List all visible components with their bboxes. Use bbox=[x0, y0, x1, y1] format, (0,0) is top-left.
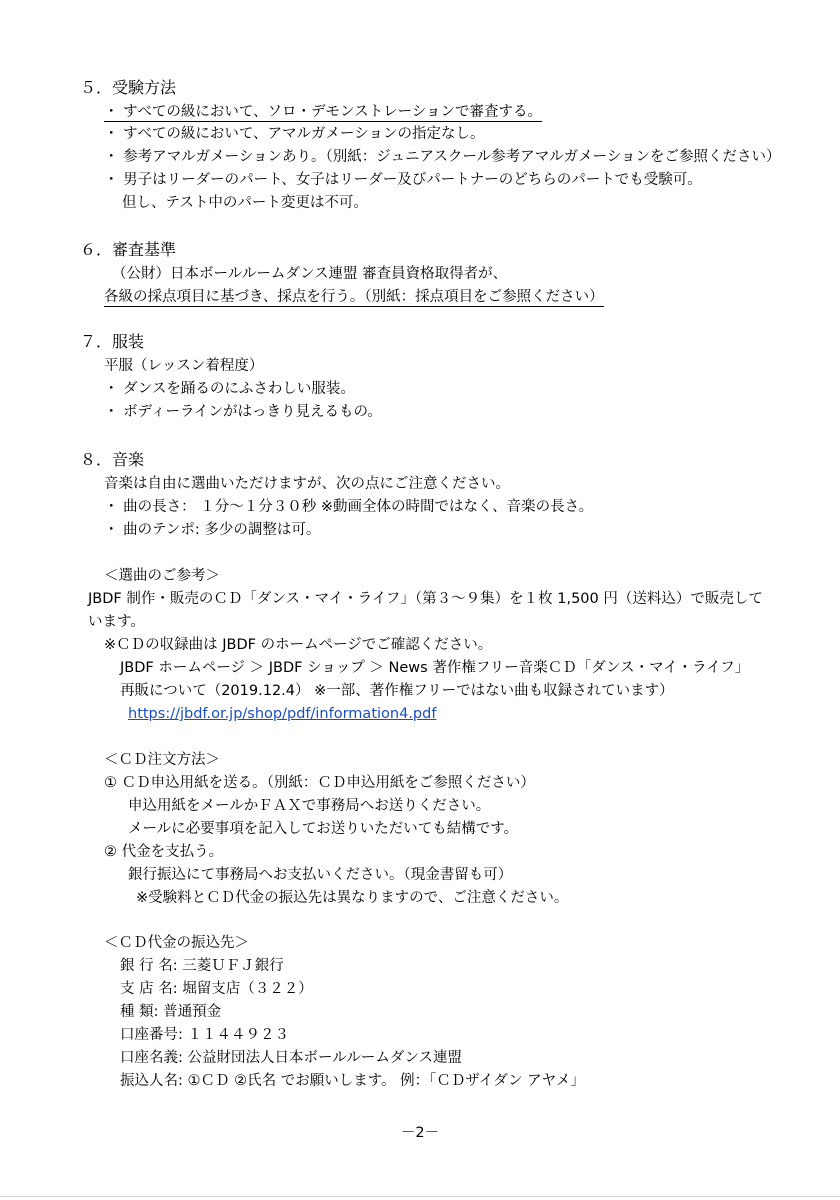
bank-title: ＜ＣＤ代金の振込先＞ bbox=[104, 935, 249, 951]
reference-line-5: 再販について（2019.12.4） ※一部、著作権フリーではない曲も収録されています） bbox=[120, 683, 674, 699]
bank-row-account-number: 口座番号: １１４４９２３ bbox=[120, 1027, 289, 1043]
section-5-bullet-4-cont: 但し、テスト中のパート変更は不可。 bbox=[122, 195, 368, 211]
section-8-line-1: 音楽は自由に選曲いただけますが、次の点にご注意ください。 bbox=[104, 476, 510, 492]
order-step-2-detail-b: ※受験料とＣＤ代金の振込先は異なりますので、ご注意ください。 bbox=[136, 890, 569, 906]
reference-title: ＜選曲のご参考＞ bbox=[104, 568, 220, 584]
section-6-heading: ６．審査基準 bbox=[80, 240, 177, 259]
section-5-bullet-4: ・ 男子はリーダーのパート、女子はリーダー及びパートナーのどちらのパートでも受験可。 bbox=[104, 172, 702, 188]
reference-line-3: ※ＣＤの収録曲は JBDF のホームページでご確認ください。 bbox=[104, 637, 493, 653]
section-7-bullet-2: ・ ボディーラインがはっきり見えるもの。 bbox=[104, 404, 382, 420]
reference-line-2: います。 bbox=[88, 614, 145, 630]
section-5-bullet-3: ・ 参考アマルガメーションあり。（別紙：ジュニアスクール参考アマルガメーションをご参照ください） bbox=[104, 149, 781, 165]
section-8-heading: ８．音楽 bbox=[80, 450, 145, 469]
reference-link[interactable]: https://jbdf.or.jp/shop/pdf/information4.pdf bbox=[128, 706, 437, 722]
section-8-bullet-2: ・ 曲のテンポ: 多少の調整は可。 bbox=[104, 522, 321, 538]
section-5-bullet-1: ・ すべての級において、ソロ・デモンストレーションで審査する。 bbox=[104, 104, 543, 120]
bank-row-payer-name: 振込人名: ①ＣＤ ②氏名 でお願いします。 例：「ＣＤザイダン アヤメ」 bbox=[120, 1073, 585, 1089]
reference-line-1: JBDF 制作・販売のＣＤ「ダンス・マイ・ライフ」（第３～９集）を１枚 1,500 円（送料込）で販売して bbox=[88, 591, 763, 607]
section-7-bullet-1: ・ ダンスを踊るのにふさわしい服装。 bbox=[104, 381, 355, 397]
order-step-1-detail-b: メールに必要事項を記入してお送りいただいても結構です。 bbox=[128, 821, 519, 837]
reference-breadcrumb: JBDF ホームページ ＞ JBDF ショップ ＞ News 著作権フリー音楽ＣＤ「ダンス・マイ・ライフ」 bbox=[120, 660, 750, 676]
section-6-line-1: （公財）日本ボールルームダンス連盟 審査員資格取得者が、 bbox=[112, 266, 508, 282]
order-step-1: ① ＣＤ申込用紙を送る。（別紙：ＣＤ申込用紙をご参照ください） bbox=[104, 775, 535, 791]
order-step-1-detail-a: 申込用紙をメールかＦＡＸで事務局へお送りください。 bbox=[128, 798, 491, 814]
section-8-bullet-1: ・ 曲の長さ： １分～１分３０秒 ※動画全体の時間ではなく、音楽の長さ。 bbox=[104, 499, 594, 515]
bank-row-account-holder: 口座名義: 公益財団法人日本ボールルームダンス連盟 bbox=[120, 1050, 463, 1066]
bank-row-bank-name: 銀 行 名: 三菱ＵＦＪ銀行 bbox=[120, 958, 284, 974]
bank-row-branch: 支 店 名: 堀留支店（３２２） bbox=[120, 981, 313, 997]
order-title: ＜ＣＤ注文方法＞ bbox=[104, 752, 220, 768]
bank-row-type: 種 類: 普通預金 bbox=[120, 1004, 222, 1020]
page-number: －2－ bbox=[400, 1125, 440, 1141]
section-5-heading: ５．受験方法 bbox=[80, 78, 177, 97]
section-5-bullet-2: ・ すべての級において、アマルガメーションの指定なし。 bbox=[104, 126, 485, 142]
section-6-line-2: 各級の採点項目に基づき、採点を行う。（別紙：採点項目をご参照ください） bbox=[104, 289, 604, 305]
order-step-2-detail-a: 銀行振込にて事務局へお支払いください。（現金書留も可） bbox=[128, 867, 513, 883]
section-7-heading: ７．服装 bbox=[80, 332, 145, 351]
section-7-line-1: 平服（レッスン着程度） bbox=[104, 358, 264, 374]
bottom-divider bbox=[0, 1196, 840, 1197]
order-step-2: ② 代金を支払う。 bbox=[104, 844, 224, 860]
